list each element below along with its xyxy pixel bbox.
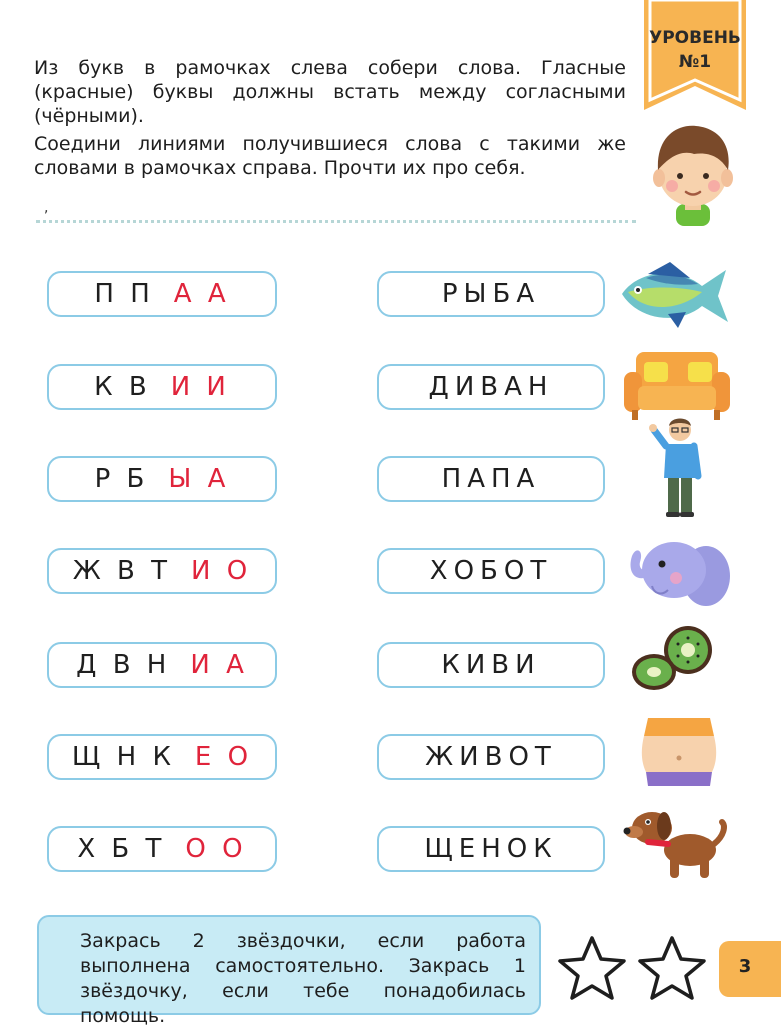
stray-mark: , [44,200,49,216]
vowels: Ы А [168,464,230,494]
word: РЫБА [441,279,541,309]
belly-picture [618,710,734,792]
consonants: Х Б Т [77,834,166,864]
word: КИВИ [441,650,541,680]
consonants: Р Б [94,464,149,494]
dotted-divider [36,220,636,223]
word: ДИВАН [428,372,554,402]
boy-illustration [650,122,736,226]
word-box-7[interactable] [377,826,605,872]
vowels: И О [191,556,252,586]
elephant-picture [618,528,734,612]
word-box-5[interactable] [377,642,605,688]
word: ЩЕНОК [424,834,558,864]
star-outline-icon[interactable] [556,934,628,1002]
instruction-paragraph-1: Из букв в рамочках слева собери слова. Гласные (красные) буквы должны встать между согласными (чёрными). [34,57,626,127]
letter-box-7[interactable] [47,826,277,872]
level-label: УРОВЕНЬ [649,28,741,48]
consonants: К В [94,372,151,402]
vowels: Е О [194,742,253,772]
vowels: И И [170,372,230,402]
consonants: Ж В Т [72,556,172,586]
page-number: 3 [738,956,752,977]
word-box-3[interactable] [377,456,605,502]
consonants: П П [94,279,154,309]
fish-picture [618,256,734,336]
self-assessment-text: Закрась 2 звёздочки, если работа выполнена самостоятельно. Закрась 1 звёздочку, если тебе понадобилась помощь. [80,930,526,1027]
letter-box-6[interactable] [47,734,277,780]
letter-box-3[interactable] [47,456,277,502]
word: ПАПА [441,464,541,494]
sofa-picture [618,346,734,426]
word-box-6[interactable] [377,734,605,780]
kiwi-picture [618,620,734,700]
star-outline-icon[interactable] [636,934,708,1002]
word-box-4[interactable] [377,548,605,594]
word: ЖИВОТ [425,742,557,772]
level-number: №1 [678,52,712,72]
level-badge [644,26,746,74]
letter-box-1[interactable] [47,271,277,317]
word-box-2[interactable] [377,364,605,410]
dad-picture [618,416,734,520]
vowels: А А [173,279,230,309]
word-box-1[interactable] [377,271,605,317]
puppy-picture [618,800,734,884]
consonants: Щ Н К [71,742,175,772]
instruction-paragraph-2: Соедини линиями получившиеся слова с такими же словами в рамочках справа. Прочти их про себя. [34,133,626,179]
letter-box-5[interactable] [47,642,277,688]
letter-box-2[interactable] [47,364,277,410]
letter-box-4[interactable] [47,548,277,594]
consonants: Д В Н [76,650,171,680]
vowels: И А [190,650,248,680]
word: ХОБОТ [429,556,553,586]
vowels: О О [185,834,247,864]
